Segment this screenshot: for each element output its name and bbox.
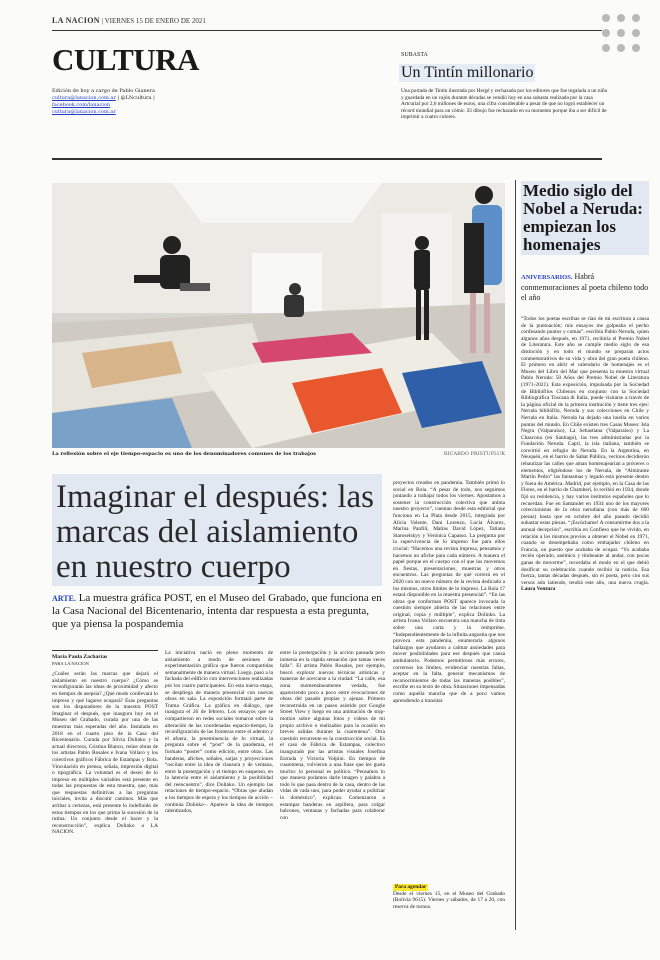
page-header: LA NACION | VIERNES 15 DE ENERO DE 2021	[52, 16, 206, 25]
article-column-4: proyectos creados en pandemia. También primó lo social en Bola. “A pesar de todo, nos seguimos juntando a trabajar todos los viernes. Apostamos a sostener la construcción colectiva que anima nuestro proyecto”, cuentan desde esta editorial que funciona en La Plata desde 2015, integrada por Alicia Valente, Dani Lorenzo, Lucía Álvarez, Marina Panfili, Matías David López, Tatiana Staroselskyy y Verónica Capasso. La pregunta por la supervivencia de lo impreso fue para ellos crucial: “Hacemos una revista impresa, pensamos y hacemos un afiche para cada número. A manera el papel porque en el cuerpo con el que los movemos en fiestas, presentaciones, muestras y otros encuentros. Las preguntas de qué correrá en el 2020 con un nuevo número de la revista dedicado a los mismos, otros límites de lo impreso. La Bola 17 estará disponible en la muestra presencial”. “En las obras que conforman POST aparece invocada la cuestión siempre abierta de las relaciones entre original, copia y múltiple”, explica Dolinko. La artista Ivana Vollaro encuentra una mancha de tinta sobre una carta y la reimprime. “Independientemente de la infinita angustia que nos provoca esta pandemia, enumeraría algunos hallazgos que ayudaron a calmar ansiedades para mover posibilidades para ese después que cansa ambulatorio. Podemos permitirnos más errores, corrernos los límites, evidenciar nuestras faltas, aceptar en la falta, generar mecanismos de reconocimientos de todas las maneras posibles”, escribe en su texto de obra. Situaciones impensadas como aquella mancha que de a poco vamos aprendiendo a transitar.	[393, 480, 505, 704]
brand-name: LA NACION	[52, 16, 100, 25]
article-photo	[52, 183, 505, 448]
sidebar-deck-text: Habrá conmemoraciones al poeta chileno todo el año	[521, 272, 649, 302]
twitter-handle: @LNcultura	[120, 95, 152, 101]
sidebar-divider	[515, 180, 516, 930]
article-column-2: La iniciativa nació en pleno momento de aislamiento a modo de sesiones de experimentación gráfica que fueron compartidas semanalmente de manera virtual. Luego, pasó a la fachada del edificio con intervenciones realizadas por los cuatro participantes. En esta nueva etapa, se despliega de manera presencial con nuevas obras en sala. La exposición formará parte de Trama Gráfica. La gráfica en diálogo, que inaugura el 26 de febrero. Los ensayos que se compartieron en redes sociales tomaron sobre la alteración de las coordenadas espacio-tiempo, la reconfiguración de las fronteras entre el adentro y el afuera, la preeminencia de lo virtual, la pregunta sobre el “post” de la pandemia, el formato “poster” como edición, entre otras. Las banderas, afiches, señales, sarjas y proyecciones “oscilan entre la idea de clausura y de ventana, entre la postergación y el tiempo en suspenso, en la latencia entre el aislamiento y la posibilidad del reencuentro”, dice Dolinko. Un ejemplo las relaciones de tiempo-espacio. “Obras que aludan a los tiempos de espera y los tiempos de acción –continúa Dolinko–. Aparece la idea de tiempos ralentizados,	[165, 650, 273, 815]
info-box	[393, 884, 505, 934]
article-deck	[52, 592, 382, 631]
section-credits: Edición de hoy a cargo de Pablo Gianera cultura@lanacion.com.ar | @LNcultura | facebook.com/lanacion cultura@lanacion.com.ar	[52, 88, 212, 116]
column-text: ¿Cuáles serán las marcas que dejará el aislamiento en nuestro cuerpo? ¿Cómo se reconfigurarán las ideas de proximidad y afecto en tiempos de asepsia? ¿Qué modo conllevará lo impreso y qué lugares ocupará? Esas preguntas son los disparadores de la muestra POST Imaginar el después, que inaugura hoy en el Museo del Grabado, curada por una de las muestras más esperadas del año. Instalada en 2018 en el cuarto piso de la Casa del Bicentenario. Curada por Silvia Dolinko y la actual directora, Cristina Blanco, reúne obras de los artistas Pablo Rosales e Ivana Vollaro y los colectivos gráficos Fábrica de Estampas y Bola. Vinculación en prensa, señala, impresión digital o tipográfica. La voluntad es el deseo de lo impreso en múltiples variables está presente en todas las propuestas de esta muestra, que, más que respuestas definitivas a las preguntas iniciales, invita a discutir caminos. Más que arribar a certezas, está presente lo indefinido de estos tiempos en los que prima la sucesión de la rutina. Un conjunto desde el hacer y la reconstrucción”, explica Dolinko a LA NACION.	[52, 671, 158, 836]
email-link[interactable]: cultura@lanacion.com.ar	[52, 95, 116, 101]
photo-caption	[52, 451, 505, 457]
author-role: PARA LA NACION	[52, 660, 89, 666]
brief-body: Una portada de Tintín ilustrada por Hergé y rechazada por los editores que fue regalada a un niño y guardada en un cajón durante décadas se vendió hoy en una subasta realizada por la casa Artcurial por 2,6 millones de euros, una cifra considerable a pesar de que no logró establecer un récord mundial para un cómic. El dibujo fue rechazado en su momento porque iba a ser difícil de imprimir a cuatro colores.	[401, 88, 608, 120]
section-rule	[52, 158, 602, 160]
info-body: Desde el viernes 15, en el Museo del Grabado (Bolivia 9615). Viernes y sábados, de 17 a 20, con reserva de turnos.	[393, 890, 505, 910]
sidebar-body	[521, 316, 649, 931]
sidebar-kicker: ANIVERSARIOS.	[521, 274, 573, 281]
deck-text: La muestra gráfica POST, en el Museo del Grabado, que funciona en la Casa Nacional del Bicentenario, intenta dar respuesta a esta pregunta, que ya piensa la pospandemia	[52, 592, 382, 630]
editor-credit: Edición de hoy a cargo de Pablo Gianera	[52, 88, 155, 94]
sidebar-text: “Todos los poetas escribas se rían de mi escritura a causa de la puntuación; mis ensayos me golpeaba el pecho confesando puntos y comas”, escribía Pablo Neruda, quien algunos años después, en 1971, recibiría el Premio Nobel de Literatura. Este año se cumple medio siglo de esa distinción y en todo el mundo se preparan actos conmemorativos de su vida y obra del gran poeta chileno. El primero en abrir el calendario de homenajes es el Museo del Libro del Mar que presenta la muestra virtual Pablo Neruda: 50 Años del Premio Nobel de Literatura (1971-2021). Esta exposición, impulsada por la Sociedad de Bibliófilos Chilenos en conjunto con la Sociedad Bibliográfica Toscana di Italia, puede visitarse a través de la página oficial de la primera institución y tiene tres ejes: Neruda bibliófilo, Neruda y sus colecciones en Chile y Neruda en Italia. Neruda ha dejado una huella en varios puntos del mundo. En Chile existen tres Casas Museo: Isla Negra (Valparaíso), La Sebastiana (Valparaíso) y La Chascona (en Santiago), las tres administradas por la Fundación Neruda. Capri, la isla italiana, también se convirtió en refugio de Neruda. En la Argentina, en Neuquén, en el barrio de Sabat Pública, vecinos decidieron rebautizar las calles que aman homenajearían a próceres o elementos, eligiéndose los de Neruda, de “Almirante Martín Pedro” las fantasmas y legado está presente dentro y fuera de América. Madrid, por ejemplo, en la Casa de las Flores, en el barrio de Chamberí, lo recibió en 1934, donde fijó su residencia, y hay varios institutos españoles que lo recuerdan. Fue en Santander en 1934 uno de los mayores coleccionistas de la obra nerudiana (con más de 600 piezas) hasta que en octubre del año pasado decidió subastar estas piezas. “¡Escúchame! A consumirme dos a la annual decepción”, escribía en Confieso que he vivido, en relación a los mismos previos a obtener el Nobel en 1971, cuando se desempeñaba como embajador chileno en Francia, un puesto que acababa de ocupar. “Yo acababa recién operado, anémico y titubeante al andar, con pocas ganas de moverme”, recordaba el modo en el que debió dosificar su celebración cuando recibió la noticia. Esa fuerza, tantas décadas después, sin el poeta, pero con sus versos aún latiendo, tendrá este año, una nueva crugía.	[521, 316, 649, 586]
deck-kicker: ARTE.	[52, 594, 76, 603]
facebook-link[interactable]: facebook.com/lanacion	[52, 102, 111, 108]
article-column-1	[52, 650, 158, 935]
section-title: CULTURA	[52, 42, 199, 77]
article-column-3: entre la postergación y la acción pausada pero inmersa en la rápida sensación que tantas veces falla”. El artista Pablo Rosales, por ejemplo, buscó explorar nuevas técnicas artísticas y maneras de acercarse a la ciudad: “La calle, esa zona momentáneamente vedada, fue apareciendo poco a poco entre evocaciones de obras del pasado propias y ajenas. Primero reconstruida en un paseo asistido por Google Street View y luego en una animación de stop-motion sobre algunas fotos y videos de mi propio archivo o realizados para la ocasión en breves salidas durante la cuarentena”. Otra cuestión recurrente es la construcción social. Es el caso de Fábrica de Estampas, colectivo inaugurado por las artistas visuales Josefina Estrada y Victoria Volpini. En tiempos de cuarentena, volvieron a una frase que les gusta mucho: lo personal es político. “Pensamos lo que manera podamos darle imagen y palabra a todo lo que pasa dentro de la casa, dentro de las vidas de cada uno, para poder ayudar a politizar lo doméstico”, explican. Comenzaron a estampar banderas en arpillera, para colgar balcones, ventanas y fachadas para colaborar con	[280, 650, 385, 821]
sidebar-deck	[521, 272, 649, 303]
article-headline: Imaginar el después: las marcas del aislamiento en nuestro cuerpo	[52, 474, 382, 586]
menu-dots-icon[interactable]	[602, 14, 648, 54]
photo-credit: RICARDO PRISTUPLUK	[443, 451, 505, 457]
issue-date: VIERNES 15 DE ENERO DE 2021	[104, 17, 206, 25]
article-author: María Paula Zacharías	[52, 650, 158, 661]
sidebar-headline: Medio siglo del Nobel a Neruda: empiezan los homenajes	[521, 181, 649, 255]
info-title: Para agendar	[395, 884, 427, 890]
gallery-scene-illustration	[52, 183, 505, 448]
caption-text: La reflexión sobre el eje tiempo-espacio es uno de los denominadores comunes de los trabajos	[52, 451, 316, 457]
sidebar-author: Laura Ventura	[521, 586, 556, 593]
email-link-2[interactable]: cultura@lanacion.com.ar	[52, 109, 116, 115]
brief-title: Un Tintín millonario	[401, 64, 534, 81]
header-rule	[52, 30, 602, 31]
brief-kicker: SUBASTA	[401, 52, 428, 58]
